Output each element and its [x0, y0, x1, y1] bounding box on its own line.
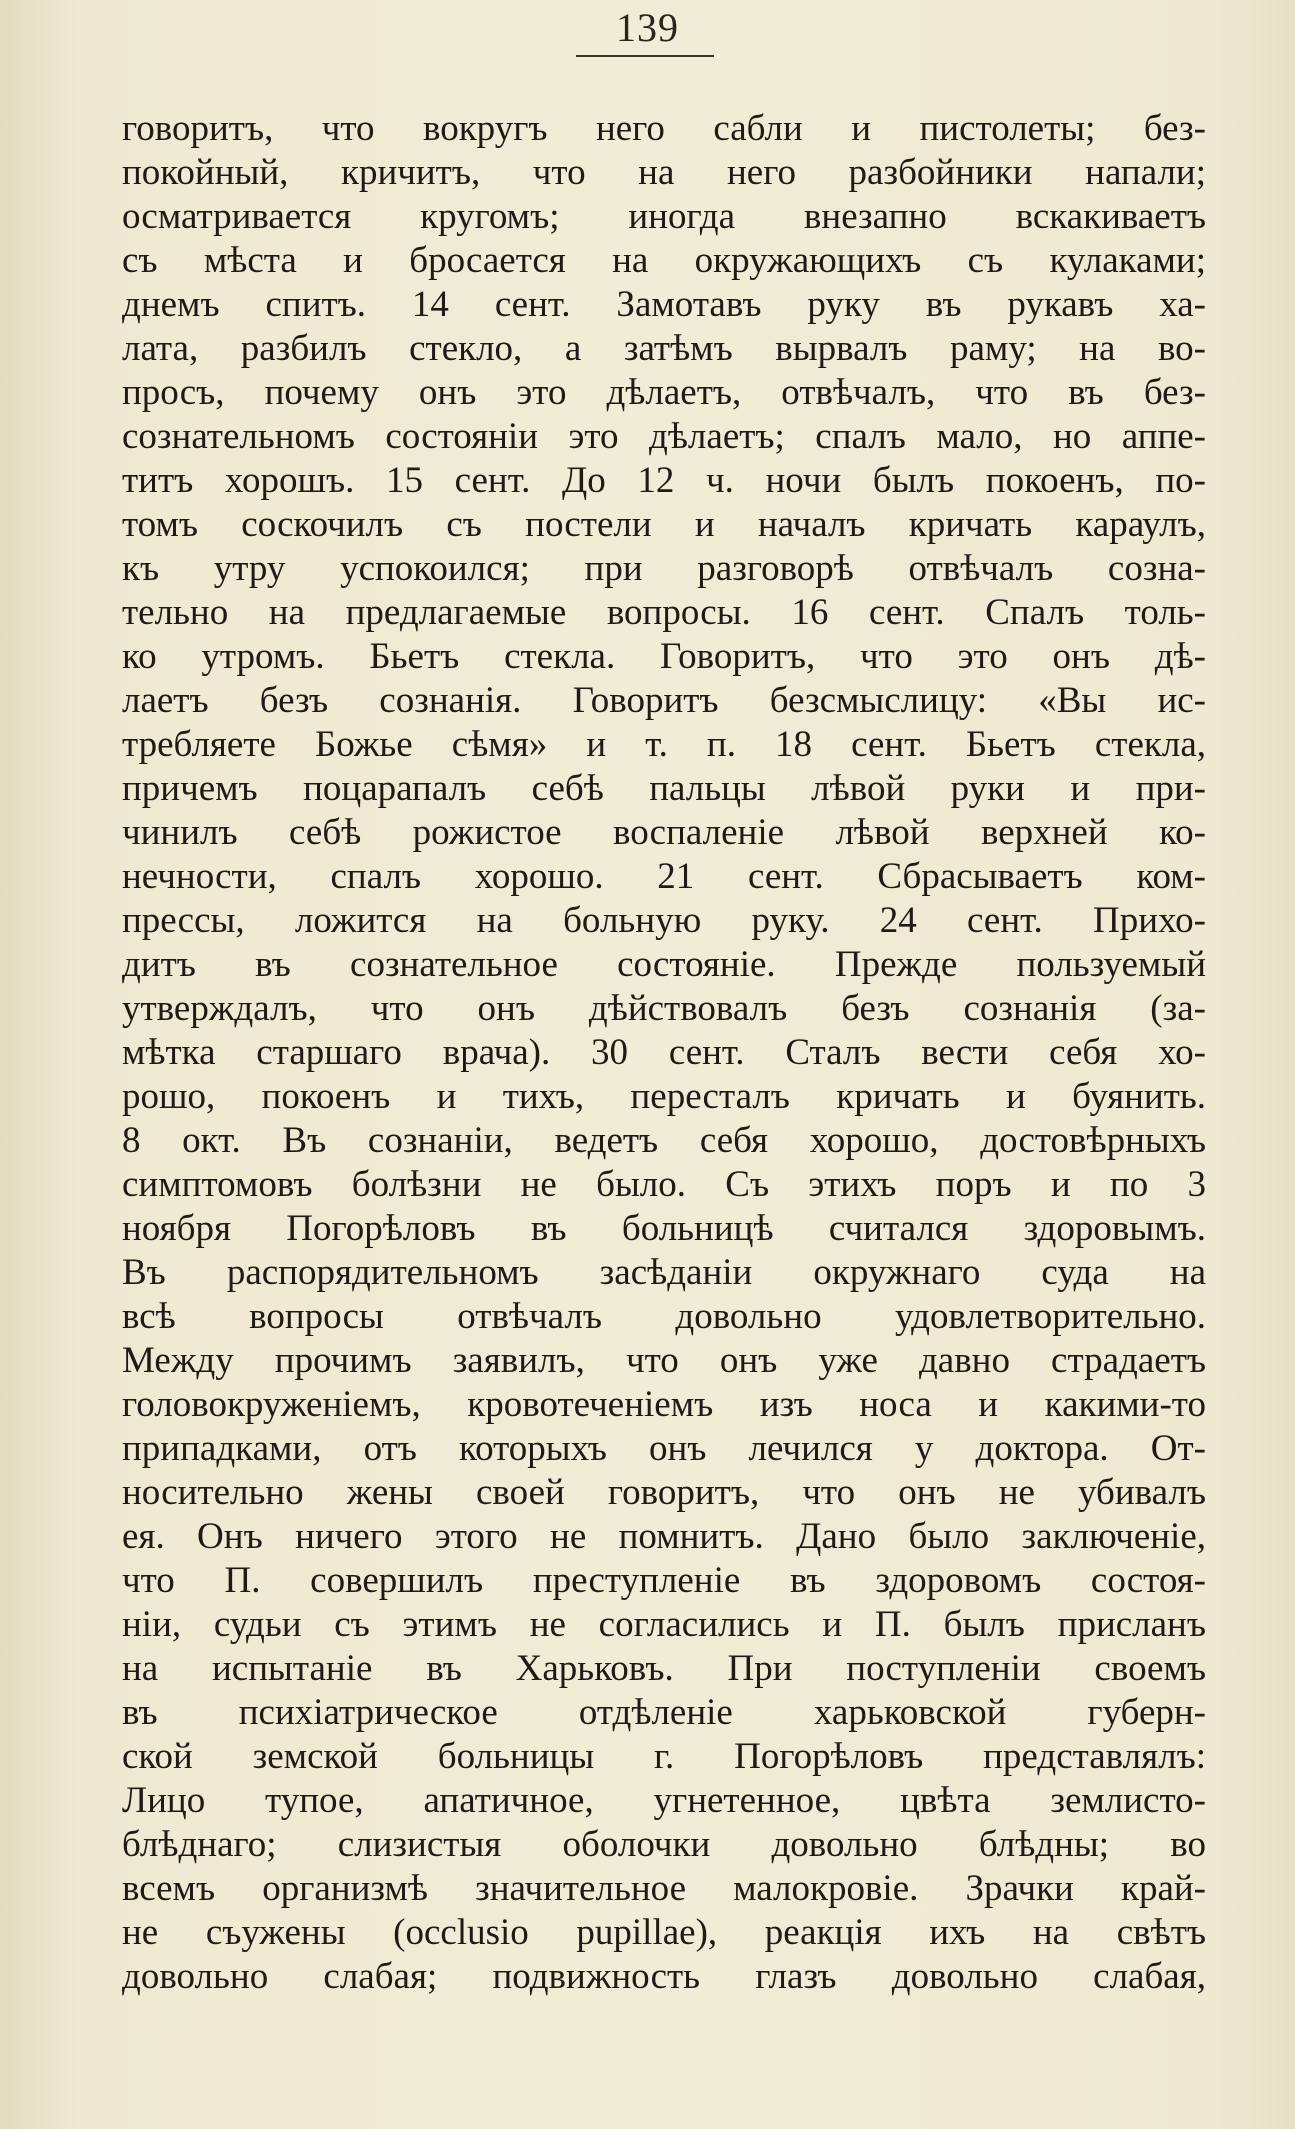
- text-line: причемъ поцарапалъ себѣ пальцы лѣвой руки и при-: [122, 768, 1206, 809]
- text-line: нечности, спалъ хорошо. 21 сент. Сбрасываетъ ком-: [122, 856, 1206, 897]
- text-line: дитъ въ сознательное состояніе. Прежде пользуемый: [122, 944, 1206, 985]
- text-line: съ мѣста и бросается на окружающихъ съ кулаками;: [122, 240, 1206, 281]
- text-line: не съужены (occlusio pupillae), реакція ихъ на свѣтъ: [122, 1912, 1206, 1953]
- page-number: 139: [616, 5, 679, 50]
- text-line: всемъ организмѣ значительное малокровіе. Зрачки край-: [122, 1868, 1206, 1909]
- text-line: припадками, отъ которыхъ онъ лечился у доктора. От-: [122, 1428, 1206, 1469]
- text-line: покойный, кричитъ, что на него разбойники напали;: [122, 152, 1206, 193]
- text-line: лаетъ безъ сознанія. Говоритъ безсмыслицу: «Вы ис-: [122, 680, 1206, 721]
- text-line: прессы, ложится на больную руку. 24 сент. Прихо-: [122, 900, 1206, 941]
- body-text: [122, 107, 1206, 1999]
- text-line: томъ соскочилъ съ постели и началъ кричать караулъ,: [122, 504, 1206, 545]
- text-line: говоритъ, что вокругъ него сабли и пистолеты; без-: [122, 108, 1206, 149]
- text-line: лата, разбилъ стекло, а затѣмъ вырвалъ раму; на во-: [122, 328, 1206, 369]
- text-line: осматривается кругомъ; иногда внезапно вскакиваетъ: [122, 196, 1206, 237]
- header-rule: [576, 55, 714, 57]
- text-line: тельно на предлагаемые вопросы. 16 сент. Спалъ толь-: [122, 592, 1206, 633]
- text-line: къ утру успокоился; при разговорѣ отвѣчалъ созна-: [122, 548, 1206, 589]
- text-line: чинилъ себѣ рожистое воспаленіе лѣвой верхней ко-: [122, 812, 1206, 853]
- text-line: довольно слабая; подвижность глазъ довольно слабая,: [122, 1956, 1206, 1997]
- text-line: на испытаніе въ Харьковъ. При поступленіи своемъ: [122, 1648, 1206, 1689]
- text-line: сознательномъ состояніи это дѣлаетъ; спалъ мало, но аппе-: [122, 416, 1206, 457]
- text-line: просъ, почему онъ это дѣлаетъ, отвѣчалъ, что въ без-: [122, 372, 1206, 413]
- text-line: Между прочимъ заявилъ, что онъ уже давно страдаетъ: [122, 1340, 1206, 1381]
- text-line: требляете Божье сѣмя» и т. п. 18 сент. Бьетъ стекла,: [122, 724, 1206, 765]
- text-line: Лицо тупое, апатичное, угнетенное, цвѣта землисто-: [122, 1780, 1206, 1821]
- text-line: ской земской больницы г. Погорѣловъ представлялъ:: [122, 1736, 1206, 1777]
- text-line: что П. совершилъ преступленіе въ здоровомъ состоя-: [122, 1560, 1206, 1601]
- text-line: ніи, судьи съ этимъ не согласились и П. былъ присланъ: [122, 1604, 1206, 1645]
- text-line: головокруженіемъ, кровотеченіемъ изъ носа и какими-то: [122, 1384, 1206, 1425]
- text-line: ея. Онъ ничего этого не помнитъ. Дано было заключеніе,: [122, 1516, 1206, 1557]
- text-line: титъ хорошъ. 15 сент. До 12 ч. ночи былъ покоенъ, по-: [122, 460, 1206, 501]
- text-line: ноября Погорѣловъ въ больницѣ считался здоровымъ.: [122, 1208, 1206, 1249]
- text-line: симптомовъ болѣзни не было. Съ этихъ поръ и по 3: [122, 1164, 1206, 1205]
- text-line: всѣ вопросы отвѣчалъ довольно удовлетворительно.: [122, 1296, 1206, 1337]
- text-line: рошо, покоенъ и тихъ, пересталъ кричать и буянить.: [122, 1076, 1206, 1117]
- text-line: блѣднаго; слизистыя оболочки довольно блѣдны; во: [122, 1824, 1206, 1865]
- text-line: ко утромъ. Бьетъ стекла. Говоритъ, что это онъ дѣ-: [122, 636, 1206, 677]
- text-line: въ психіатрическое отдѣленіе харьковской губерн-: [122, 1692, 1206, 1733]
- text-line: 8 окт. Въ сознаніи, ведетъ себя хорошо, достовѣрныхъ: [122, 1120, 1206, 1161]
- text-line: днемъ спитъ. 14 сент. Замотавъ руку въ рукавъ ха-: [122, 284, 1206, 325]
- text-line: утверждалъ, что онъ дѣйствовалъ безъ сознанія (за-: [122, 988, 1206, 1029]
- text-line: носительно жены своей говоритъ, что онъ не убивалъ: [122, 1472, 1206, 1513]
- text-line: Въ распорядительномъ засѣданіи окружнаго суда на: [122, 1252, 1206, 1293]
- text-line: мѣтка старшаго врача). 30 сент. Сталъ вести себя хо-: [122, 1032, 1206, 1073]
